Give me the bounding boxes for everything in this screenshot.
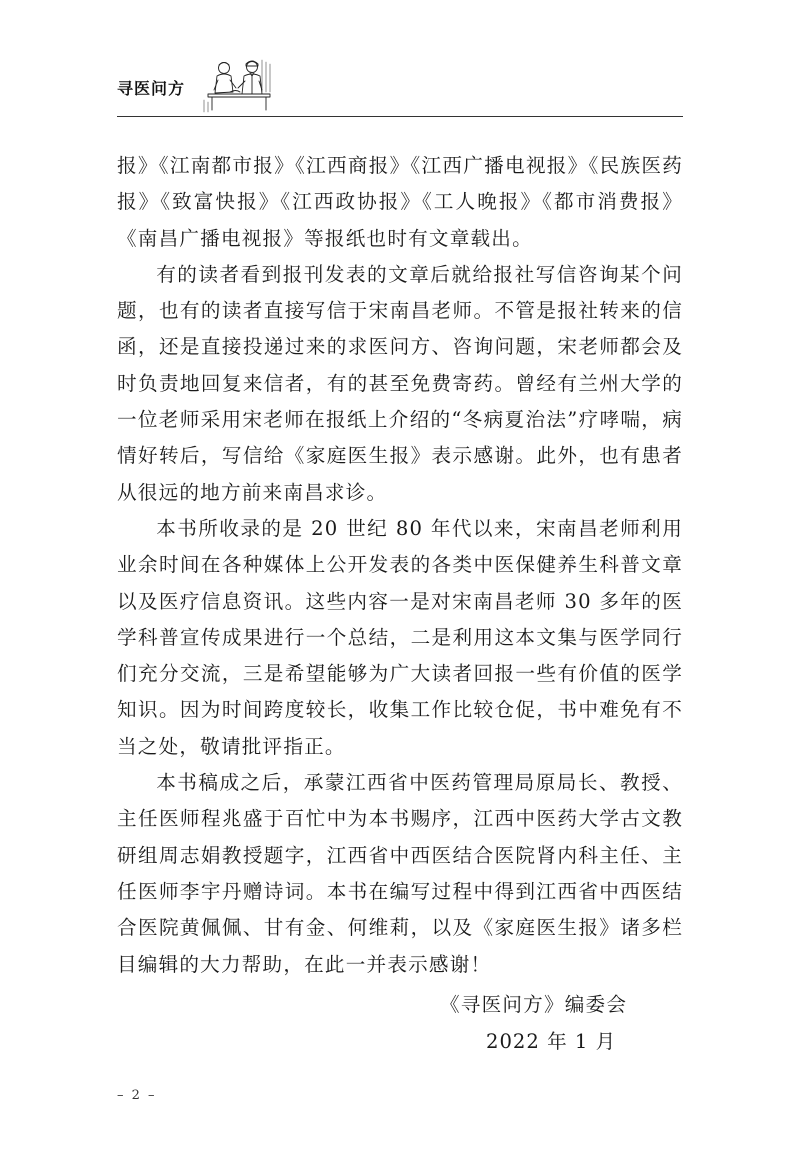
- page-number: – 2 –: [117, 1088, 157, 1103]
- signature-committee: 《寻医问方》编委会: [440, 993, 628, 1016]
- doctor-patient-illustration-icon: [200, 56, 276, 114]
- body-text: [117, 148, 683, 983]
- header-rule: [117, 116, 683, 117]
- signature-date: 2022 年 1 月: [486, 1030, 617, 1053]
- paragraph: 本书稿成之后，承蒙江西省中医药管理局原局长、教授、主任医师程兆盛于百忙中为本书赐序，江西中医药大学古文教研组周志娟教授题字，江西省中西医结合医院肾内科主任、主任医师李宇丹赠诗词。本书在编写过程中得到江西省中西医结合医院黄佩佩、甘有金、何维莉，以及《家庭医生报》诸多栏目编辑的大力帮助，在此一并表示感谢！: [117, 771, 683, 976]
- paragraph-continued: 报》《江南都市报》《江西商报》《江西广播电视报》《民族医药报》《致富快报》《江西政协报》《工人晚报》《都市消费报》《南昌广播电视报》等报纸也时有文章载出。: [117, 154, 683, 250]
- paragraph: 有的读者看到报刊发表的文章后就给报社写信咨询某个问题，也有的读者直接写信于宋南昌老师。不管是报社转来的信函，还是直接投递过来的求医问方、咨询问题，宋老师都会及时负责地回复来信者，有的甚至免费寄药。曾经有兰州大学的一位老师采用宋老师在报纸上介绍的“冬病夏治法”疗哮喘，病情好转后，写信给《家庭医生报》表示感谢。此外，也有患者从很远的地方前来南昌求诊。: [117, 262, 683, 504]
- paragraph: 本书所收录的是 20 世纪 80 年代以来，宋南昌老师利用业余时间在各种媒体上公开发表的各类中医保健养生科普文章以及医疗信息资讯。这些内容一是对宋南昌老师 30 多年的医学科普宣传成果进行一个总结，二是利用这本文集与医学同行们充分交流，三是希望能够为广大读者回报一些有价值的医学知识。因为时间跨度较长，收集工作比较仓促，书中难免有不当之处，敬请批评指正。: [117, 516, 683, 758]
- header-title: 寻医问方: [117, 79, 186, 98]
